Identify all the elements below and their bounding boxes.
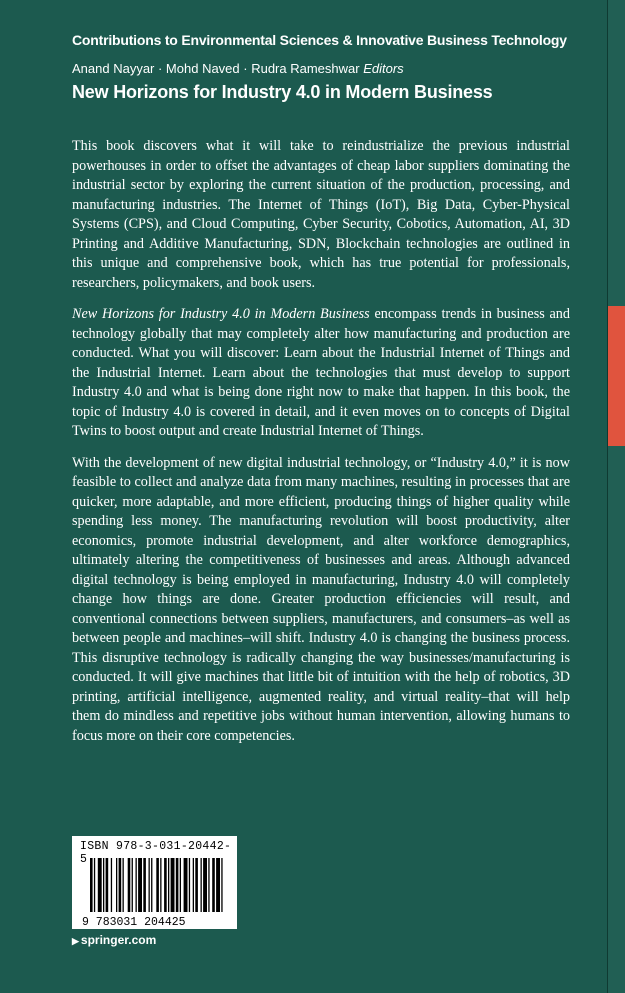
barcode-bar	[149, 858, 150, 912]
arrow-right-icon: ▶	[72, 936, 79, 946]
barcode-bar	[212, 858, 215, 912]
isbn-label: ISBN 978-3-031-20442-5	[80, 840, 232, 866]
editor-role: Editors	[363, 61, 404, 76]
barcode-bar	[171, 858, 175, 912]
barcode-bar	[90, 858, 93, 912]
barcode-bar	[103, 858, 104, 912]
barcode-bar	[184, 858, 188, 912]
paragraph-3: With the development of new digital industrial technology, or “Industry 4.0,” it is now feasible to collect and analyze data from many machines, resulting in processes that are quicker, more adaptable, and more efficient, producing things of higher quality while spending less money. The manufacturing revolution will boost productivity, alter economics, promote industrial development, and alter workforce demographics, ultimately altering the competitiveness of businesses and areas. Although advanced digital technology is being employed in manufacturing, Industry 4.0 will completely change how things are done. Greater production efficiencies will result, and conventional connections between suppliers, manufacturers, and consumers–as well as between people and machines–will shift. Industry 4.0 is changing the business process. This disruptive technology is radically changing the way businesses/manufacturing is conducted. It will give machines that little bit of intuition with the help of robotics, 3D printing, artificial intelligence, augmented reality, and virtual reality–that will help them do mindless and repetitive jobs without human intervention, allowing humans to focus more on their core competencies.	[72, 454, 570, 744]
barcode-bar	[111, 858, 112, 912]
editors-line	[72, 61, 404, 76]
barcode-bar	[94, 858, 95, 912]
barcode-digits: 9 783031 204425	[82, 916, 186, 929]
editor-names: Anand Nayyar · Mohd Naved · Rudra Rameshwar	[72, 61, 360, 76]
series-title: Contributions to Environmental Sciences & Innovative Business Technology	[72, 32, 567, 48]
barcode-bar	[98, 858, 102, 912]
barcode-bar	[193, 858, 194, 912]
barcode-bar	[208, 858, 209, 912]
paragraph-1: This book discovers what it will take to reindustrialize the previous industrial powerhouses in order to offset the advantages of cheap labor suppliers dominating the industrial sector by exploring the current situation of the production, processing, and manufacturing industries. The Internet of Things (IoT), Big Data, Cyber-Physical Systems (CPS), and Cloud Computing, Cyber Security, Cobotics, Automation, AI, 3D Printing and Additive Manufacturing, SDN, Blockchain technologies are outlined in this unique and comprehensive book, which has true potential for professionals, researchers, policymakers, and book users.	[72, 138, 570, 291]
barcode-bar	[128, 858, 131, 912]
back-cover-blurb	[72, 137, 570, 758]
barcode-bar	[136, 858, 137, 912]
barcode-bar	[106, 858, 109, 912]
barcode-bar	[151, 858, 152, 912]
barcode-bar	[143, 858, 146, 912]
spine-strip	[607, 0, 625, 993]
barcode-bar	[168, 858, 169, 912]
barcode-bar	[176, 858, 179, 912]
barcode-bar	[164, 858, 167, 912]
paragraph-2	[72, 305, 570, 442]
publisher-url: springer.com	[80, 933, 157, 947]
barcode-bar	[189, 858, 190, 912]
barcode-bar	[123, 858, 124, 912]
barcode-bar	[195, 858, 198, 912]
spine-accent-bar	[608, 306, 625, 446]
barcode-bar	[180, 858, 181, 912]
barcode-bar	[132, 858, 133, 912]
barcode-bar	[116, 858, 117, 912]
publisher-link[interactable]	[72, 933, 156, 947]
barcode-graphic	[72, 856, 237, 929]
book-title: New Horizons for Industry 4.0 in Modern Business	[72, 82, 493, 102]
paragraph-2-book-title: New Horizons for Industry 4.0 in Modern Business	[72, 306, 370, 322]
barcode-bar	[119, 858, 122, 912]
barcode-bar	[201, 858, 202, 912]
barcode-bar	[203, 858, 207, 912]
barcode-bar	[156, 858, 159, 912]
barcode-bar	[216, 858, 220, 912]
barcode-bar	[160, 858, 161, 912]
barcode-bar	[138, 858, 142, 912]
paragraph-2-text: encompass trends in business and technology globally that may completely alter how manufacturing and production are conducted. What you will discover: Learn about the Industrial Internet of Things and the Industrial Internet. Learn about the technologies that must develop to support Industry 4.0 and what is being done right now to make that happen. In this book, the topic of Industry 4.0 is covered in detail, and it even moves on to concepts of Digital Twins to boost output and create Industrial Internet of Things.	[72, 306, 570, 439]
isbn-barcode	[72, 836, 237, 929]
barcode-bar	[221, 858, 222, 912]
